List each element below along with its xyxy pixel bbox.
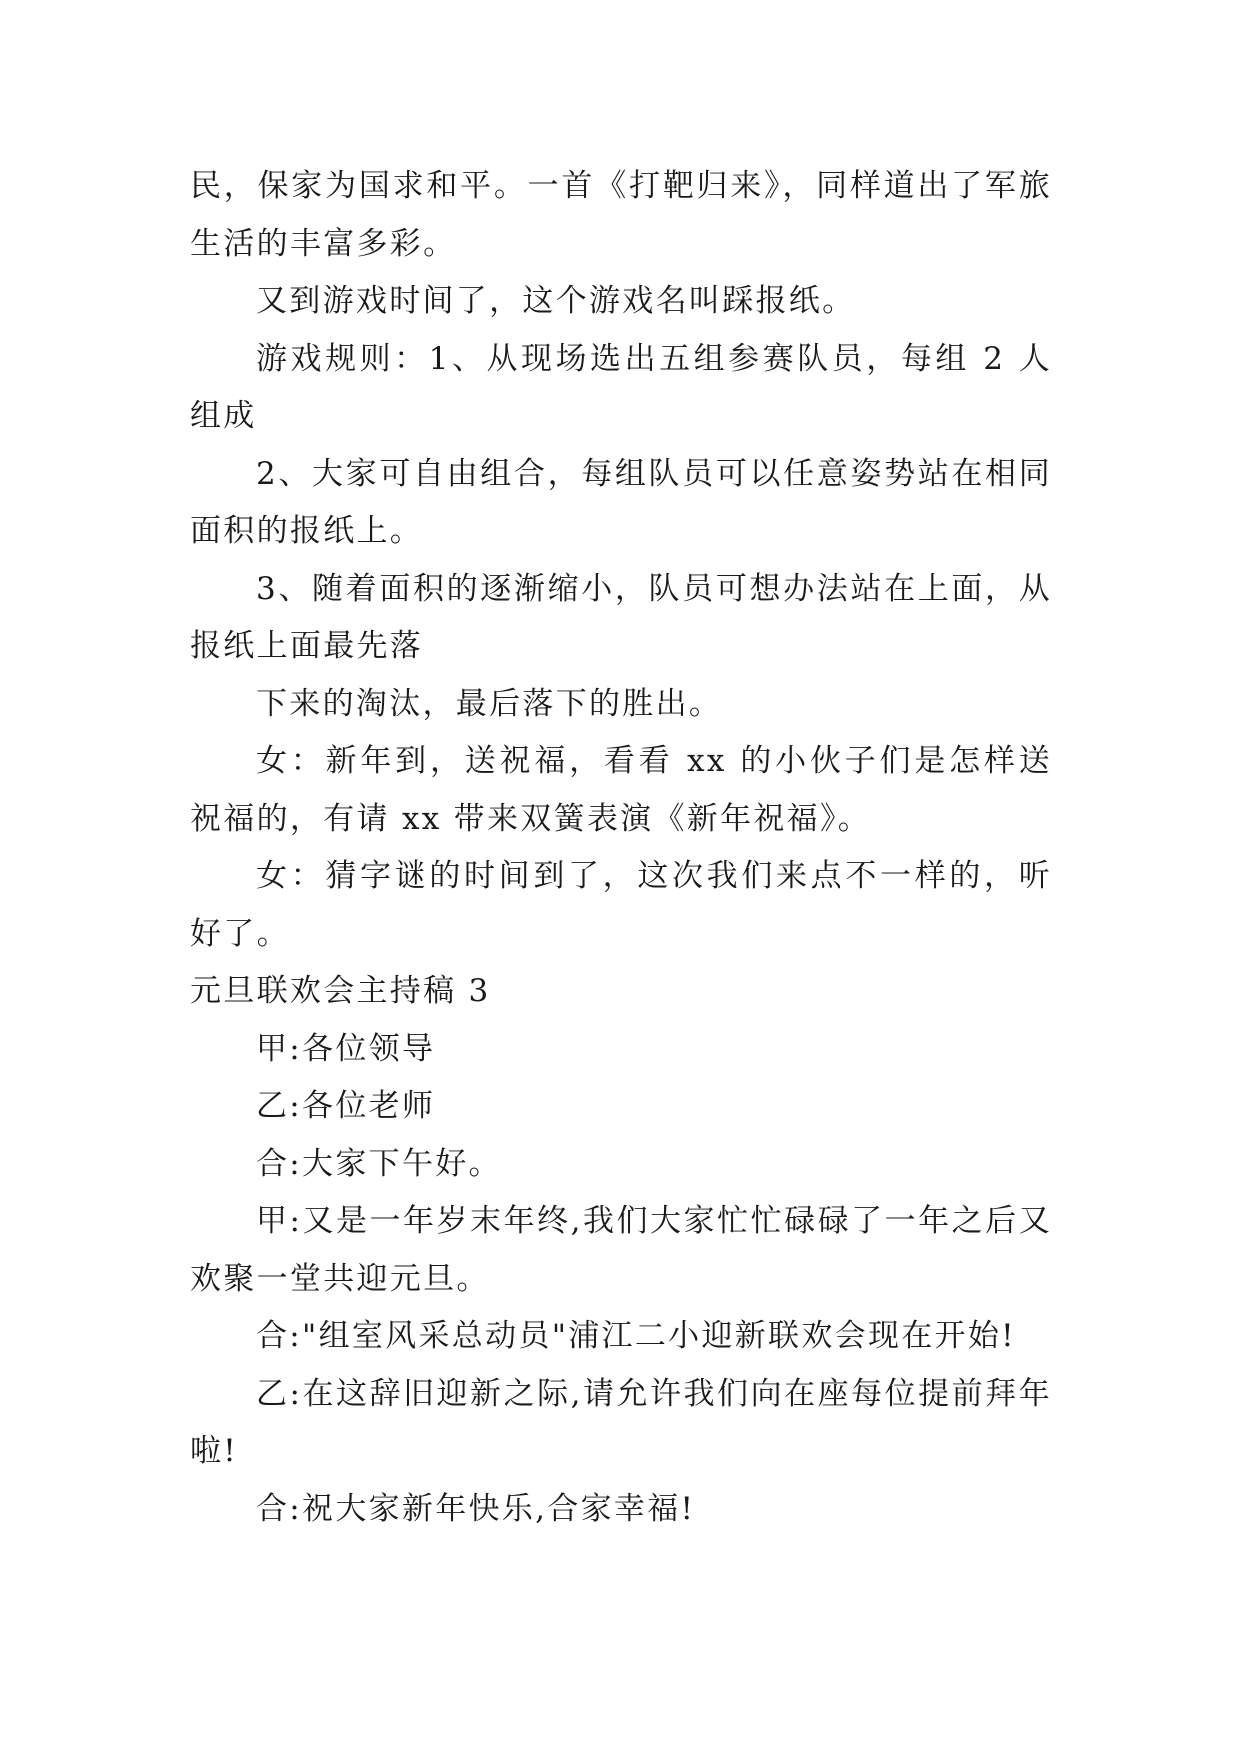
section-title: 元旦联欢会主持稿 3: [190, 973, 491, 1009]
paragraph-1: 民，保家为国求和平。一首《打靶归来》，同样道出了军旅生活的丰富多彩。: [190, 168, 1052, 262]
paragraph-14: 合:"组室风采总动员"浦江二小迎新联欢会现在开始!: [256, 1318, 1016, 1354]
paragraph-15: 乙:在这辞旧迎新之际,请允许我们向在座每位提前拜年啦!: [190, 1375, 1052, 1469]
paragraph-12: 合:大家下午好。: [256, 1145, 502, 1182]
paragraph-5: 3、随着面积的逐渐缩小，队员可想办法站在上面，从报纸上面最先落: [190, 570, 1052, 664]
paragraph-11: 乙:各位老师: [256, 1088, 436, 1124]
paragraph-7: 女：新年到，送祝福，看看 xx 的小伙子们是怎样送祝福的，有请 xx 带来双簧表演《新年祝福》。: [190, 743, 1052, 837]
document-body: [190, 158, 1052, 1538]
paragraph-10: 甲:各位领导: [256, 1030, 436, 1067]
paragraph-3: 游戏规则：1、从现场选出五组参赛队员，每组 2 人组成: [190, 340, 1052, 434]
paragraph-16: 合:祝大家新年快乐,合家幸福!: [256, 1490, 696, 1527]
paragraph-4: 2、大家可自由组合，每组队员可以任意姿势站在相同面积的报纸上。: [190, 455, 1052, 549]
paragraph-6: 下来的淘汰，最后落下的胜出。: [256, 685, 723, 722]
paragraph-8: 女：猜字谜的时间到了，这次我们来点不一样的，听好了。: [190, 858, 1052, 952]
paragraph-2: 又到游戏时间了，这个游戏名叫踩报纸。: [256, 283, 856, 319]
paragraph-13: 甲:又是一年岁末年终,我们大家忙忙碌碌了一年之后又欢聚一堂共迎元旦。: [190, 1203, 1052, 1297]
